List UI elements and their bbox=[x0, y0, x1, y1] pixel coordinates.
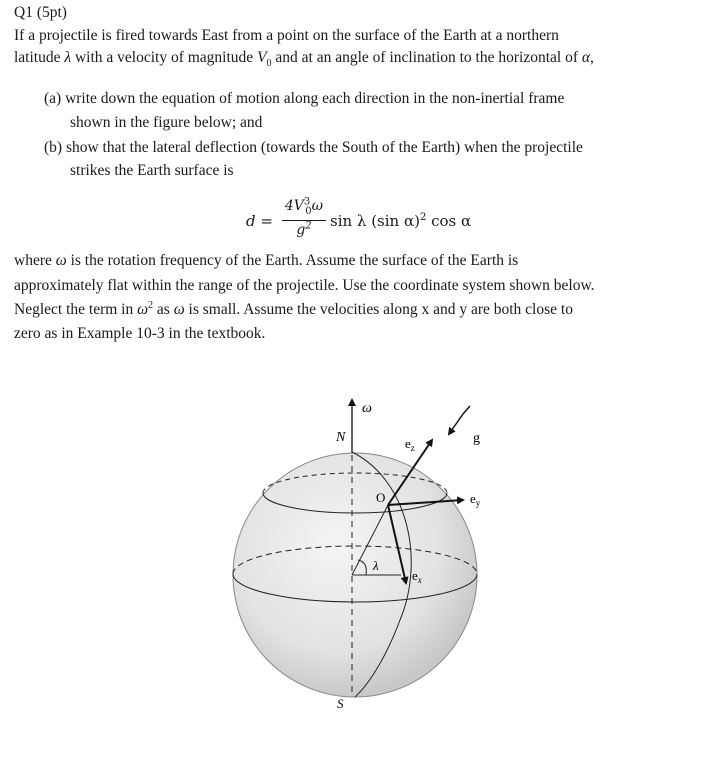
text-span: as bbox=[153, 301, 174, 318]
g-label: g bbox=[473, 431, 480, 446]
where-line-2: approximately flat within the range of the projectile. Use the coordinate system shown below. bbox=[14, 277, 595, 294]
omega-symbol: ω bbox=[137, 301, 149, 318]
numerator-omega: ω bbox=[311, 198, 324, 214]
gravity-tail bbox=[463, 406, 470, 414]
text-span: Neglect the term in bbox=[14, 301, 138, 318]
north-label: N bbox=[336, 430, 346, 445]
part-b-line-1: (b) show that the lateral deflection (towards the South of the Earth) when the projectile bbox=[44, 139, 583, 156]
south-label: S bbox=[337, 696, 344, 711]
rhs-sup: 2 bbox=[419, 212, 427, 223]
intro-line-1: If a projectile is fired towards East from a point on the surface of the Earth at a northern bbox=[14, 27, 559, 44]
denominator-sup: 2 bbox=[305, 220, 312, 232]
equation-lhs: d = bbox=[246, 212, 273, 230]
text-span: is the rotation frequency of the Earth. Assume the surface of the Earth is bbox=[66, 252, 519, 269]
question-header: Q1 (5pt) bbox=[14, 4, 67, 21]
part-a-line-2: shown in the figure below; and bbox=[70, 114, 263, 131]
numerator-v: 4V bbox=[284, 198, 304, 214]
ex-label: $e_x$ bbox=[412, 568, 422, 585]
text-span: , bbox=[590, 49, 594, 66]
v-subscript: 0 bbox=[266, 58, 272, 70]
gravity-vector bbox=[449, 414, 463, 434]
omega-sup: 2 bbox=[148, 299, 154, 311]
rhs-sin-part: sin λ (sin α) bbox=[330, 212, 420, 230]
ey-label: $e_y$ bbox=[470, 491, 481, 508]
v-symbol: V bbox=[257, 49, 267, 66]
omega-symbol: ω bbox=[55, 252, 67, 269]
rhs-cos-part: cos α bbox=[426, 212, 472, 230]
part-b-line-2: strikes the Earth surface is bbox=[70, 162, 234, 179]
text-span: where bbox=[14, 252, 56, 269]
origin-label: O bbox=[376, 490, 386, 505]
numerator-sub: 0 bbox=[305, 205, 312, 217]
alpha-symbol: α bbox=[581, 49, 591, 66]
lambda-symbol: λ bbox=[64, 49, 72, 66]
text-span: with a velocity of magnitude bbox=[71, 49, 258, 66]
omega-symbol: ω bbox=[173, 301, 185, 318]
numerator-sup: 3 bbox=[303, 196, 311, 208]
omega-label: ω bbox=[362, 401, 372, 416]
lambda-label: λ bbox=[373, 558, 379, 573]
part-a-line-1: (a) write down the equation of motion along each direction in the non-inertial frame bbox=[44, 90, 565, 107]
where-line-4: zero as in Example 10-3 in the textbook. bbox=[14, 325, 266, 342]
denominator-g: g bbox=[296, 222, 306, 238]
ez-label: $e_z$ bbox=[405, 436, 415, 453]
text-span: and at an angle of inclination to the horizontal of bbox=[271, 49, 582, 66]
text-span: is small. Assume the velocities along x and y are both close to bbox=[184, 301, 573, 318]
text-span: latitude bbox=[14, 49, 65, 66]
